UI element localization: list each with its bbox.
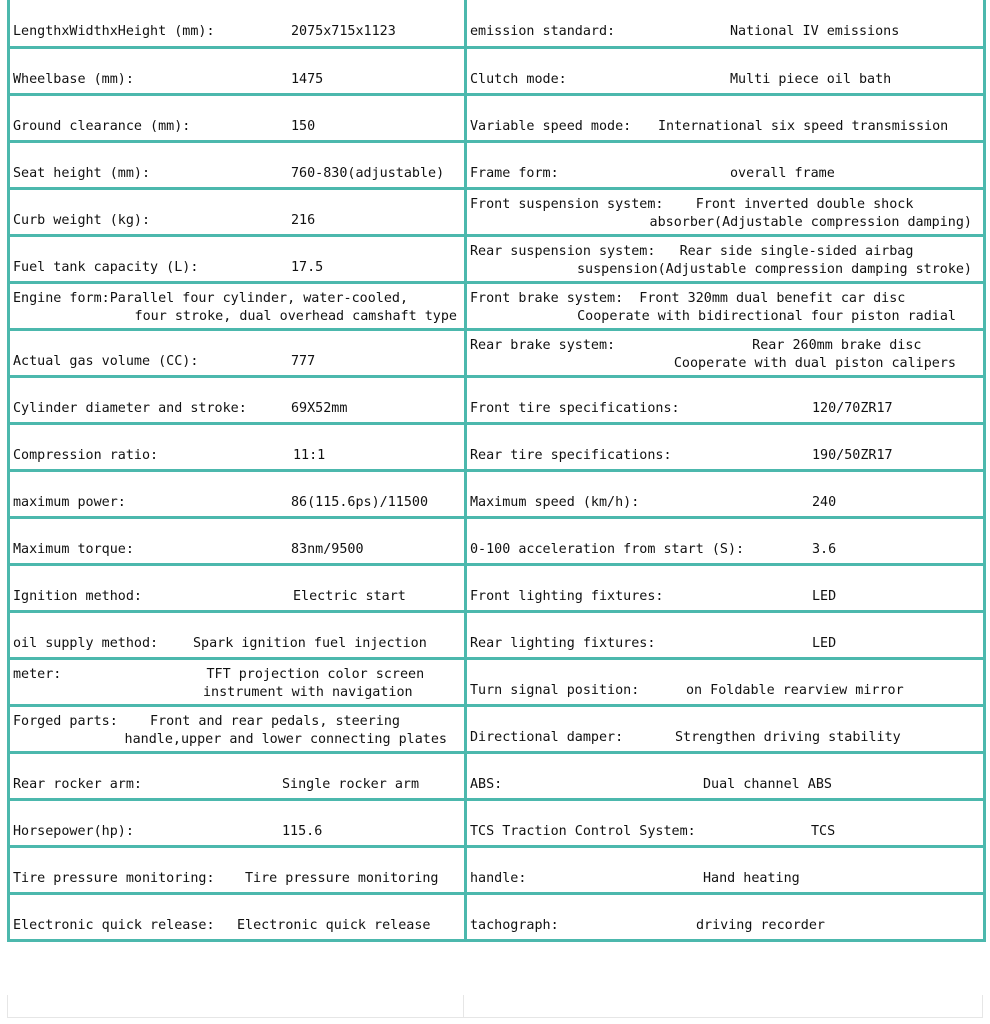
spec-value: Strengthen driving stability [675, 730, 901, 745]
spec-text-line: Front brake system: Front 320mm dual benefit car disc [470, 291, 906, 306]
spec-label: handle: [470, 871, 527, 886]
spec-text-line: Engine form:Parallel four cylinder, water-cooled, [13, 291, 409, 306]
spec-cell-right [466, 424, 985, 471]
spec-value: 115.6 [282, 824, 323, 839]
spec-cell-right [466, 142, 985, 189]
spec-value: 83nm/9500 [291, 542, 364, 557]
spec-label: Horsepower(hp): [13, 824, 134, 839]
spec-value: 86(115.6ps)/11500 [291, 495, 429, 510]
spec-text-line: Front suspension system: Front inverted double shock [470, 197, 914, 212]
spec-label: Rear rocker arm: [13, 777, 142, 792]
spec-label: Tire pressure monitoring: [13, 871, 215, 886]
spec-text-line: meter: TFT projection color screen [13, 667, 425, 682]
spec-value: driving recorder [696, 918, 825, 933]
spec-value: Spark ignition fuel injection [193, 636, 427, 651]
gridline [463, 995, 464, 1017]
table-row [9, 659, 985, 706]
spec-cell-left [9, 424, 466, 471]
spec-cell-right [466, 377, 985, 424]
spec-cell-right [466, 518, 985, 565]
spec-cell-right [466, 894, 985, 941]
spec-value: 69X52mm [291, 401, 348, 416]
table-row [9, 800, 985, 847]
spec-cell-left [9, 706, 466, 753]
spec-label: TCS Traction Control System: [470, 824, 696, 839]
gridline [982, 995, 983, 1017]
spec-label: Compression ratio: [13, 448, 159, 463]
table-row [9, 424, 985, 471]
spec-label: Clutch mode: [470, 72, 567, 87]
spec-text-line: Cooperate with dual piston calipers [673, 356, 956, 371]
spec-cell-left [9, 894, 466, 941]
table-row [9, 377, 985, 424]
spec-label: 0-100 acceleration from start (S): [470, 542, 745, 557]
spec-value: International six speed transmission [658, 119, 949, 134]
spec-label: Ignition method: [13, 589, 142, 604]
table-row [9, 518, 985, 565]
spec-cell-left [9, 847, 466, 894]
table-row [9, 142, 985, 189]
table-row [9, 847, 985, 894]
spec-value: LED [812, 589, 837, 604]
spec-cell-right [466, 800, 985, 847]
spec-cell-left [9, 283, 466, 330]
spec-cell-right [466, 612, 985, 659]
spec-cell-left [9, 800, 466, 847]
spec-value: 1475 [291, 72, 324, 87]
spec-cell-left [9, 95, 466, 142]
spec-text-line: Rear suspension system: Rear side single-sided airbag [470, 244, 914, 259]
spec-label: Frame form: [470, 166, 559, 181]
spec-label: Fuel tank capacity (L): [13, 260, 199, 275]
spec-value: on Foldable rearview mirror [686, 683, 904, 698]
spec-value: 760-830(adjustable) [291, 166, 445, 181]
spec-cell-left [9, 142, 466, 189]
spec-table [7, 0, 986, 942]
spec-label: Maximum torque: [13, 542, 134, 557]
spec-label: Ground clearance (mm): [13, 119, 191, 134]
spec-cell-right [466, 330, 985, 377]
spec-text-line: four stroke, dual overhead camshaft type [134, 309, 457, 324]
spec-value: 190/50ZR17 [812, 448, 893, 463]
spec-cell-right [466, 565, 985, 612]
spec-cell-right [466, 753, 985, 800]
table-row [9, 471, 985, 518]
spec-cell-left [9, 236, 466, 283]
spec-text-line: instrument with navigation [203, 685, 413, 700]
table-row [9, 612, 985, 659]
spec-label: ABS: [470, 777, 503, 792]
table-row [9, 236, 985, 283]
spec-cell-right [466, 706, 985, 753]
spec-cell-right [466, 659, 985, 706]
spec-cell-left [9, 565, 466, 612]
spec-label: maximum power: [13, 495, 126, 510]
spec-label: Turn signal position: [470, 683, 640, 698]
gridline [7, 995, 8, 1017]
spec-value: Multi piece oil bath [730, 72, 892, 87]
table-row [9, 894, 985, 941]
table-row [9, 330, 985, 377]
spec-value: 120/70ZR17 [812, 401, 893, 416]
spec-text-line: Cooperate with bidirectional four piston radial [577, 309, 956, 324]
spec-value: Dual channel ABS [703, 777, 832, 792]
spec-value: 3.6 [812, 542, 837, 557]
spec-cell-left [9, 659, 466, 706]
spec-cell-left [9, 753, 466, 800]
table-row [9, 0, 985, 48]
spec-text-line: absorber(Adjustable compression damping) [649, 215, 972, 230]
spec-value: LED [812, 636, 837, 651]
spec-sheet [7, 0, 983, 942]
spec-cell-right [466, 189, 985, 236]
table-row [9, 48, 985, 95]
spec-label: Maximum speed (km/h): [470, 495, 640, 510]
spec-cell-left [9, 0, 466, 48]
table-row [9, 283, 985, 330]
table-row [9, 706, 985, 753]
spec-value: Electric start [293, 589, 406, 604]
spec-label: oil supply method: [13, 636, 159, 651]
spec-cell-right [466, 236, 985, 283]
spec-text-line: suspension(Adjustable compression damping stroke) [576, 262, 972, 277]
spec-cell-left [9, 518, 466, 565]
spec-cell-left [9, 48, 466, 95]
spec-value: 240 [812, 495, 837, 510]
empty-trailing-row [7, 995, 983, 1018]
spec-text-line: handle,upper and lower connecting plates [124, 732, 447, 747]
spec-label: Front tire specifications: [470, 401, 680, 416]
spec-label: Rear lighting fixtures: [470, 636, 656, 651]
spec-text-line: Forged parts: Front and rear pedals, steering [13, 714, 400, 729]
spec-cell-right [466, 95, 985, 142]
spec-label: Cylinder diameter and stroke: [13, 401, 247, 416]
spec-label: emission standard: [470, 24, 616, 39]
spec-label: LengthxWidthxHeight (mm): [13, 24, 215, 39]
spec-value: 17.5 [291, 260, 324, 275]
spec-label: Directional damper: [470, 730, 624, 745]
table-row [9, 189, 985, 236]
spec-value: 777 [291, 354, 316, 369]
spec-value: National IV emissions [730, 24, 900, 39]
spec-label: Wheelbase (mm): [13, 72, 134, 87]
spec-label: Rear tire specifications: [470, 448, 672, 463]
spec-cell-right [466, 48, 985, 95]
spec-cell-left [9, 330, 466, 377]
spec-cell-left [9, 189, 466, 236]
spec-value: 150 [291, 119, 316, 134]
spec-cell-right [466, 0, 985, 48]
spec-cell-right [466, 471, 985, 518]
table-row [9, 565, 985, 612]
spec-label: tachograph: [470, 918, 559, 933]
spec-value: 216 [291, 213, 316, 228]
spec-value: Hand heating [703, 871, 800, 886]
spec-value: TCS [811, 824, 836, 839]
spec-label: Seat height (mm): [13, 166, 151, 181]
table-row [9, 95, 985, 142]
spec-cell-left [9, 377, 466, 424]
spec-cell-right [466, 283, 985, 330]
table-row [9, 753, 985, 800]
spec-label: Curb weight (kg): [13, 213, 151, 228]
spec-value: Tire pressure monitoring [245, 871, 439, 886]
spec-cell-left [9, 471, 466, 518]
spec-value: 11:1 [293, 448, 326, 463]
spec-value: overall frame [730, 166, 835, 181]
spec-label: Front lighting fixtures: [470, 589, 664, 604]
spec-text-line: Rear brake system: Rear 260mm brake disc [470, 338, 922, 353]
spec-label: Variable speed mode: [470, 119, 632, 134]
spec-label: Actual gas volume (CC): [13, 354, 199, 369]
spec-cell-right [466, 847, 985, 894]
spec-value: 2075x715x1123 [291, 24, 396, 39]
spec-label: Electronic quick release: [13, 918, 215, 933]
spec-value: Electronic quick release [237, 918, 431, 933]
spec-value: Single rocker arm [282, 777, 420, 792]
spec-cell-left [9, 612, 466, 659]
